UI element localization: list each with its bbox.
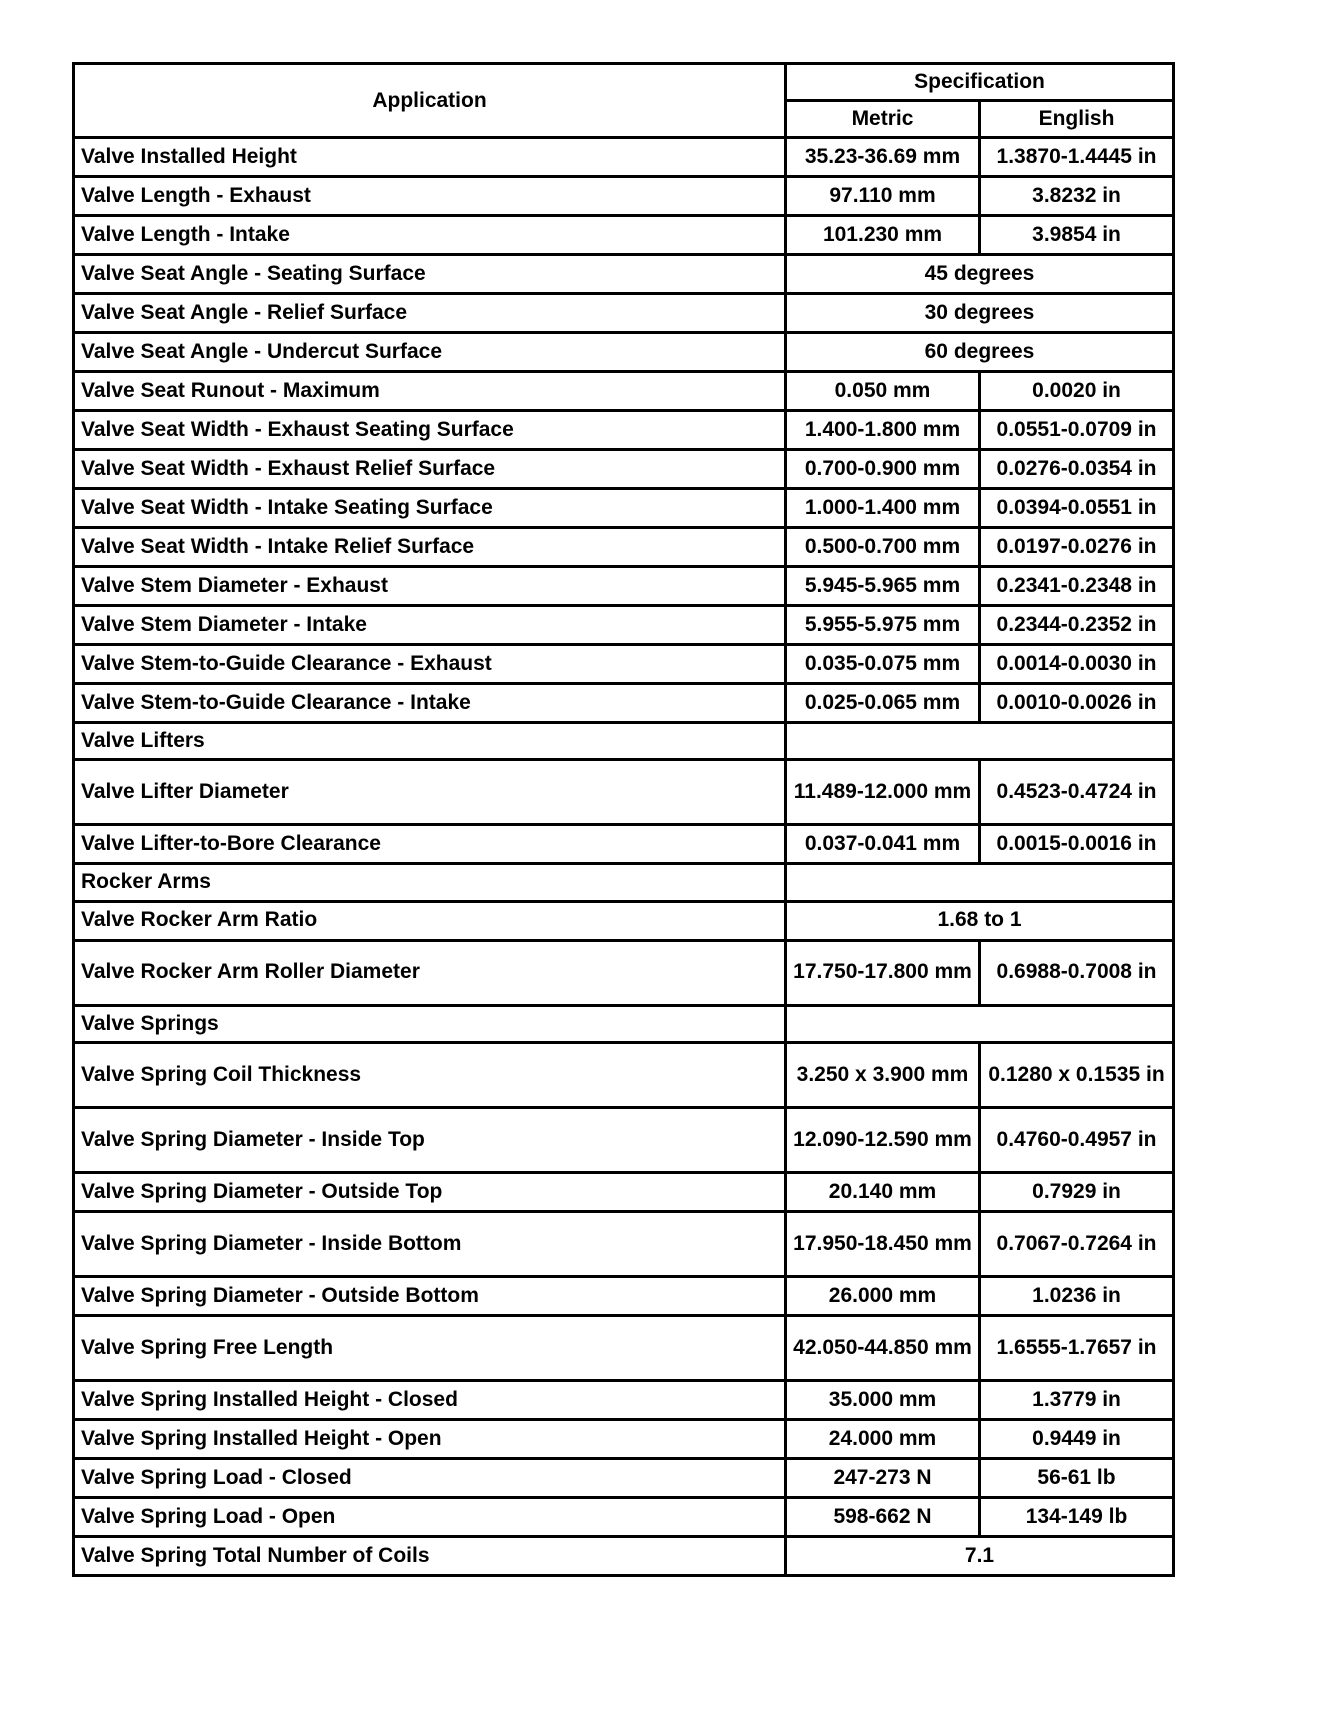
metric-value-cell: 1.000-1.400 mm — [786, 489, 980, 528]
table-row — [74, 1211, 1174, 1276]
table-body — [74, 138, 1174, 1575]
table-row — [74, 528, 1174, 567]
table-row — [74, 825, 1174, 864]
application-cell: Valve Seat Angle - Relief Surface — [74, 294, 786, 333]
table-row — [74, 138, 1174, 177]
english-value-cell: 0.7929 in — [980, 1172, 1174, 1211]
combined-value-cell: 1.68 to 1 — [786, 901, 1174, 940]
application-cell: Valve Spring Coil Thickness — [74, 1042, 786, 1107]
table-row — [74, 684, 1174, 723]
english-value-cell: 0.2341-0.2348 in — [980, 567, 1174, 606]
application-cell: Valve Seat Width - Exhaust Seating Surface — [74, 411, 786, 450]
table-row — [74, 1172, 1174, 1211]
combined-value-cell: 7.1 — [786, 1536, 1174, 1575]
table-row — [74, 606, 1174, 645]
table-row — [74, 1419, 1174, 1458]
metric-value-cell: 17.750-17.800 mm — [786, 940, 980, 1005]
english-value-cell: 0.0020 in — [980, 372, 1174, 411]
english-value-cell: 0.1280 x 0.1535 in — [980, 1042, 1174, 1107]
application-cell: Valve Seat Runout - Maximum — [74, 372, 786, 411]
column-header-metric: Metric — [786, 101, 980, 138]
metric-value-cell: 12.090-12.590 mm — [786, 1107, 980, 1172]
section-empty-cell — [786, 723, 1174, 760]
english-value-cell: 3.8232 in — [980, 177, 1174, 216]
table-header — [74, 64, 1174, 138]
application-cell: Valve Spring Diameter - Outside Top — [74, 1172, 786, 1211]
table-row — [74, 450, 1174, 489]
application-cell: Valve Seat Width - Intake Seating Surface — [74, 489, 786, 528]
section-label: Valve Springs — [74, 1005, 786, 1042]
table-row — [74, 1042, 1174, 1107]
section-empty-cell — [786, 1005, 1174, 1042]
english-value-cell: 1.0236 in — [980, 1276, 1174, 1315]
application-cell: Valve Seat Angle - Undercut Surface — [74, 333, 786, 372]
table-row — [74, 1107, 1174, 1172]
table-row — [74, 1458, 1174, 1497]
table-row — [74, 1380, 1174, 1419]
valve-specification-table — [72, 62, 1175, 1577]
english-value-cell: 1.6555-1.7657 in — [980, 1315, 1174, 1380]
english-value-cell: 0.0014-0.0030 in — [980, 645, 1174, 684]
table-row — [74, 864, 1174, 901]
application-cell: Valve Rocker Arm Ratio — [74, 901, 786, 940]
metric-value-cell: 26.000 mm — [786, 1276, 980, 1315]
table-row — [74, 1315, 1174, 1380]
application-cell: Valve Spring Diameter - Inside Top — [74, 1107, 786, 1172]
english-value-cell: 0.6988-0.7008 in — [980, 940, 1174, 1005]
table-row — [74, 567, 1174, 606]
column-header-specification: Specification — [786, 64, 1174, 101]
metric-value-cell: 97.110 mm — [786, 177, 980, 216]
column-header-english: English — [980, 101, 1174, 138]
metric-value-cell: 11.489-12.000 mm — [786, 760, 980, 825]
application-cell: Valve Spring Free Length — [74, 1315, 786, 1380]
metric-value-cell: 5.945-5.965 mm — [786, 567, 980, 606]
application-cell: Valve Spring Installed Height - Closed — [74, 1380, 786, 1419]
application-cell: Valve Stem Diameter - Exhaust — [74, 567, 786, 606]
application-cell: Valve Seat Width - Exhaust Relief Surface — [74, 450, 786, 489]
section-empty-cell — [786, 864, 1174, 901]
english-value-cell: 0.0010-0.0026 in — [980, 684, 1174, 723]
metric-value-cell: 35.23-36.69 mm — [786, 138, 980, 177]
application-cell: Valve Seat Angle - Seating Surface — [74, 255, 786, 294]
combined-value-cell: 45 degrees — [786, 255, 1174, 294]
english-value-cell: 0.9449 in — [980, 1419, 1174, 1458]
metric-value-cell: 1.400-1.800 mm — [786, 411, 980, 450]
application-cell: Valve Stem-to-Guide Clearance - Exhaust — [74, 645, 786, 684]
application-cell: Valve Rocker Arm Roller Diameter — [74, 940, 786, 1005]
table-row — [74, 411, 1174, 450]
table-row — [74, 760, 1174, 825]
section-label: Valve Lifters — [74, 723, 786, 760]
english-value-cell: 0.0015-0.0016 in — [980, 825, 1174, 864]
table-row — [74, 177, 1174, 216]
metric-value-cell: 0.050 mm — [786, 372, 980, 411]
english-value-cell: 0.4760-0.4957 in — [980, 1107, 1174, 1172]
english-value-cell: 0.7067-0.7264 in — [980, 1211, 1174, 1276]
metric-value-cell: 0.037-0.041 mm — [786, 825, 980, 864]
table-row — [74, 723, 1174, 760]
application-cell: Valve Lifter Diameter — [74, 760, 786, 825]
table-row — [74, 645, 1174, 684]
application-cell: Valve Spring Diameter - Inside Bottom — [74, 1211, 786, 1276]
english-value-cell: 3.9854 in — [980, 216, 1174, 255]
combined-value-cell: 60 degrees — [786, 333, 1174, 372]
table-row — [74, 333, 1174, 372]
metric-value-cell: 0.700-0.900 mm — [786, 450, 980, 489]
english-value-cell: 134-149 lb — [980, 1497, 1174, 1536]
metric-value-cell: 0.035-0.075 mm — [786, 645, 980, 684]
metric-value-cell: 101.230 mm — [786, 216, 980, 255]
document-page — [72, 62, 1172, 1577]
table-row — [74, 1497, 1174, 1536]
metric-value-cell: 5.955-5.975 mm — [786, 606, 980, 645]
application-cell: Valve Stem Diameter - Intake — [74, 606, 786, 645]
table-row — [74, 940, 1174, 1005]
english-value-cell: 1.3870-1.4445 in — [980, 138, 1174, 177]
table-row — [74, 1536, 1174, 1575]
application-cell: Valve Length - Exhaust — [74, 177, 786, 216]
english-value-cell: 0.0197-0.0276 in — [980, 528, 1174, 567]
application-cell: Valve Spring Load - Closed — [74, 1458, 786, 1497]
metric-value-cell: 24.000 mm — [786, 1419, 980, 1458]
application-cell: Valve Spring Load - Open — [74, 1497, 786, 1536]
english-value-cell: 0.0276-0.0354 in — [980, 450, 1174, 489]
table-row — [74, 901, 1174, 940]
table-row — [74, 1276, 1174, 1315]
table-row — [74, 255, 1174, 294]
table-row — [74, 294, 1174, 333]
metric-value-cell: 17.950-18.450 mm — [786, 1211, 980, 1276]
table-row — [74, 1005, 1174, 1042]
application-cell: Valve Spring Installed Height - Open — [74, 1419, 786, 1458]
section-label: Rocker Arms — [74, 864, 786, 901]
english-value-cell: 56-61 lb — [980, 1458, 1174, 1497]
metric-value-cell: 247-273 N — [786, 1458, 980, 1497]
metric-value-cell: 598-662 N — [786, 1497, 980, 1536]
application-cell: Valve Installed Height — [74, 138, 786, 177]
metric-value-cell: 20.140 mm — [786, 1172, 980, 1211]
application-cell: Valve Length - Intake — [74, 216, 786, 255]
table-row — [74, 372, 1174, 411]
application-cell: Valve Lifter-to-Bore Clearance — [74, 825, 786, 864]
application-cell: Valve Stem-to-Guide Clearance - Intake — [74, 684, 786, 723]
application-cell: Valve Spring Total Number of Coils — [74, 1536, 786, 1575]
english-value-cell: 0.4523-0.4724 in — [980, 760, 1174, 825]
english-value-cell: 1.3779 in — [980, 1380, 1174, 1419]
metric-value-cell: 0.025-0.065 mm — [786, 684, 980, 723]
application-cell: Valve Seat Width - Intake Relief Surface — [74, 528, 786, 567]
metric-value-cell: 3.250 x 3.900 mm — [786, 1042, 980, 1107]
application-cell: Valve Spring Diameter - Outside Bottom — [74, 1276, 786, 1315]
metric-value-cell: 42.050-44.850 mm — [786, 1315, 980, 1380]
english-value-cell: 0.0551-0.0709 in — [980, 411, 1174, 450]
english-value-cell: 0.2344-0.2352 in — [980, 606, 1174, 645]
table-header-row-1 — [74, 64, 1174, 101]
english-value-cell: 0.0394-0.0551 in — [980, 489, 1174, 528]
column-header-application: Application — [74, 64, 786, 138]
combined-value-cell: 30 degrees — [786, 294, 1174, 333]
table-row — [74, 216, 1174, 255]
metric-value-cell: 35.000 mm — [786, 1380, 980, 1419]
table-row — [74, 489, 1174, 528]
metric-value-cell: 0.500-0.700 mm — [786, 528, 980, 567]
